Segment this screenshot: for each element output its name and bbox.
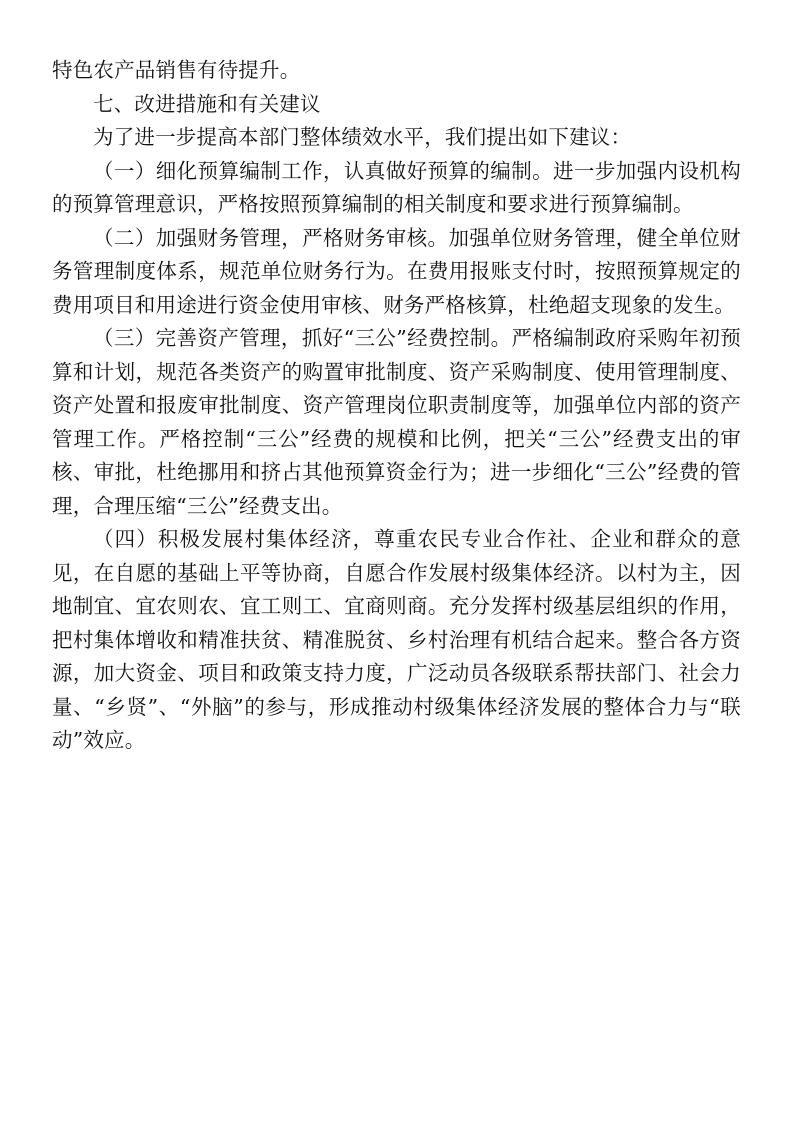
paragraph-item-1: （一）细化预算编制工作，认真做好预算的编制。进一步加强内设机构的预算管理意识，严格按照预算编制的相关制度和要求进行预算编制。: [52, 158, 741, 216]
paragraph-continuation: 特色农产品销售有待提升。: [52, 58, 301, 82]
paragraph-item-4: （四）积极发展村集体经济，尊重农民专业合作社、企业和群众的意见，在自愿的基础上平等协商，自愿合作发展村级集体经济。以村为主，因地制宜、宜农则农、宜工则工、宜商则商。充分发挥村级基层组织的作用，把村集体增收和精准扶贫、精准脱贫、乡村治理有机结合起来。整合各方资源，加大资金、项目和政策支持力度，广泛动员各级联系帮扶部门、社会力量、“乡贤”、“外脑”的参与，形成推动村级集体经济发展的整体合力与“联动”效应。: [52, 527, 741, 752]
paragraph-item-3: （三）完善资产管理，抓好“三公”经费控制。严格编制政府采购年初预算和计划，规范各类资产的购置审批制度、资产采购制度、使用管理制度、资产处置和报废审批制度、资产管理岗位职责制度等，加强单位内部的资产管理工作。严格控制“三公”经费的规模和比例，把关“三公”经费支出的审核、审批，杜绝挪用和挤占其他预算资金行为；进一步细化“三公”经费的管理，合理压缩“三公”经费支出。: [52, 326, 741, 518]
paragraph-intro: 为了进一步提高本部门整体绩效水平，我们提出如下建议：: [93, 125, 632, 149]
paragraph-item-2: （二）加强财务管理，严格财务审核。加强单位财务管理，健全单位财务管理制度体系，规范单位财务行为。在费用报账支付时，按照预算规定的费用项目和用途进行资金使用审核、财务严格核算，杜绝超支现象的发生。: [52, 225, 741, 317]
document-body: [52, 54, 741, 758]
section-heading: 七、改进措施和有关建议: [93, 91, 321, 116]
